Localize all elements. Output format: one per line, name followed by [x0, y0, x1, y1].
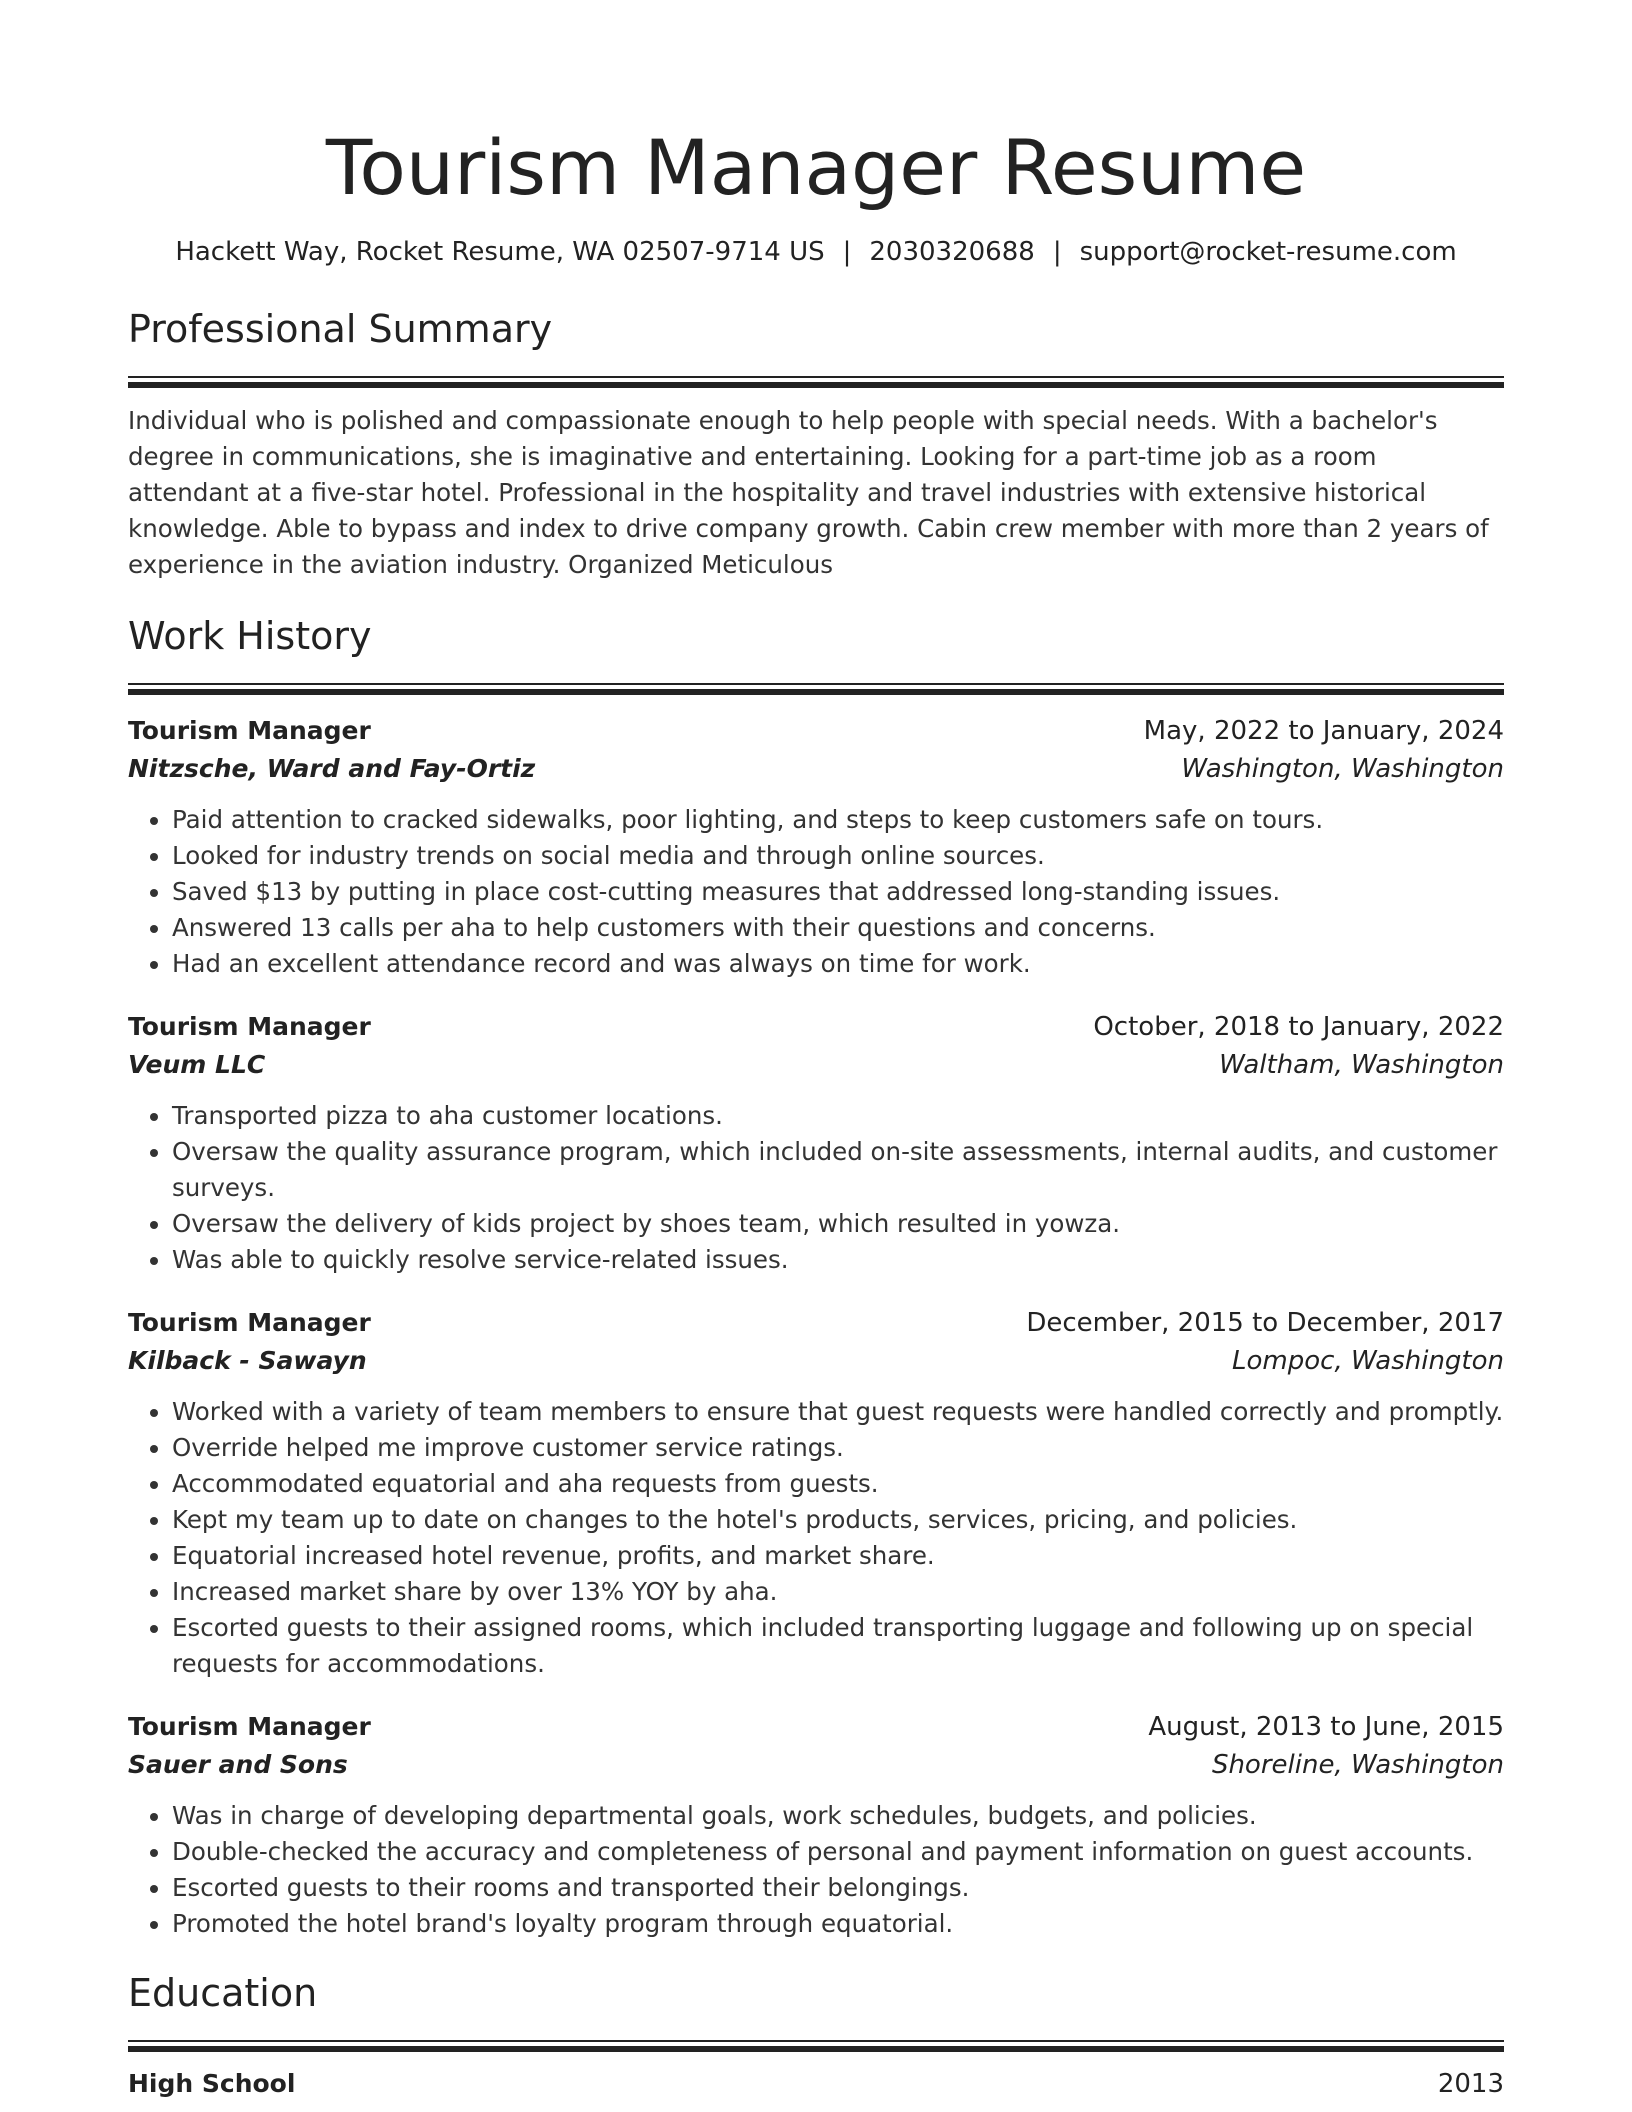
job-location: Lompoc, Washington: [1232, 1346, 1504, 1376]
job-bullet: • Kept my team up to date on changes to the hotel's products, services, pricing, and policies.: [172, 1502, 1504, 1538]
education-section: [128, 1968, 1504, 2103]
job-header-row: [128, 1708, 1504, 1746]
job-bullet: • Worked with a variety of team members to ensure that guest requests were handled correctly and promptly.: [172, 1394, 1504, 1430]
job-bullet: • Looked for industry trends on social media and through online sources.: [172, 838, 1504, 874]
job-title: Tourism Manager: [128, 1308, 371, 1337]
resume-page: [128, 116, 1504, 2103]
job-dates: August, 2013 to June, 2015: [1148, 1712, 1504, 1742]
job-bullet: • Had an excellent attendance record and was always on time for work.: [172, 946, 1504, 982]
education-entry: [128, 2065, 1504, 2103]
professional-summary-section: [128, 304, 1504, 583]
section-divider: [128, 2040, 1504, 2051]
resume-title: Tourism Manager Resume: [325, 123, 1307, 212]
education-year: 2013: [1437, 2069, 1504, 2099]
job-bullet: • Equatorial increased hotel revenue, profits, and market share.: [172, 1538, 1504, 1574]
job-bullet: • Promoted the hotel brand's loyalty program through equatorial.: [172, 1906, 1504, 1942]
summary-text: Individual who is polished and compassionate enough to help people with special needs. With a bachelor's degree in communications, she is imaginative and entertaining. Looking for a part-time job as a room attendant at a five-star hotel. Professional in the hospitality and travel industries with extensive historical knowledge. Able to bypass and index to drive company growth. Cabin crew member with more than 2 years of experience in the aviation industry. Organized Meticulous: [128, 406, 1489, 579]
job-company-row: [128, 750, 1504, 788]
job-bullet: • Escorted guests to their assigned rooms, which included transporting luggage and following up on special requests for accommodations.: [172, 1610, 1504, 1682]
job-title: Tourism Manager: [128, 1012, 371, 1041]
job-entry: [128, 1008, 1504, 1278]
job-company: Sauer and Sons: [128, 1750, 348, 1779]
job-bullet: • Accommodated equatorial and aha requests from guests.: [172, 1466, 1504, 1502]
job-company: Kilback - Sawayn: [128, 1346, 367, 1375]
job-bullet: • Saved $13 by putting in place cost-cutting measures that addressed long-standing issues.: [172, 874, 1504, 910]
section-heading: Education: [128, 1971, 318, 2015]
contact-line: [128, 234, 1504, 270]
job-header-row: [128, 1008, 1504, 1046]
job-bullet: • Paid attention to cracked sidewalks, poor lighting, and steps to keep customers safe on tours.: [172, 802, 1504, 838]
job-bullet: • Escorted guests to their rooms and transported their belongings.: [172, 1870, 1504, 1906]
job-bullet: • Oversaw the quality assurance program, which included on-site assessments, internal audits, and customer surveys.: [172, 1134, 1504, 1206]
job-company-row: [128, 1746, 1504, 1784]
job-title: Tourism Manager: [128, 716, 371, 745]
section-heading: Professional Summary: [128, 307, 553, 351]
job-bullet: • Answered 13 calls per aha to help customers with their questions and concerns.: [172, 910, 1504, 946]
section-divider: [128, 376, 1504, 387]
job-bullet: • Increased market share by over 13% YOY by aha.: [172, 1574, 1504, 1610]
job-dates: October, 2018 to January, 2022: [1093, 1012, 1504, 1042]
job-header-row: [128, 1304, 1504, 1342]
job-bullet: • Override helped me improve customer service ratings.: [172, 1430, 1504, 1466]
contact-separator: |: [1052, 237, 1062, 267]
job-dates: May, 2022 to January, 2024: [1143, 716, 1504, 746]
job-dates: December, 2015 to December, 2017: [1026, 1308, 1504, 1338]
contact-phone: 2030320688: [869, 237, 1035, 267]
job-title: Tourism Manager: [128, 1712, 371, 1741]
job-bullet-list: [128, 1098, 1504, 1278]
education-name: High School: [128, 2069, 296, 2098]
job-bullet: • Was able to quickly resolve service-related issues.: [172, 1242, 1504, 1278]
work-history-section: [128, 611, 1504, 1942]
job-company-row: [128, 1046, 1504, 1084]
job-company: Veum LLC: [128, 1050, 266, 1079]
job-list: [128, 712, 1504, 1942]
job-bullet-list: [128, 1798, 1504, 1942]
job-location: Waltham, Washington: [1219, 1050, 1504, 1080]
job-entry: [128, 1708, 1504, 1942]
job-bullet: • Was in charge of developing departmental goals, work schedules, budgets, and policies.: [172, 1798, 1504, 1834]
job-company-row: [128, 1342, 1504, 1380]
job-bullet: • Oversaw the delivery of kids project by shoes team, which resulted in yowza.: [172, 1206, 1504, 1242]
job-bullet: • Transported pizza to aha customer locations.: [172, 1098, 1504, 1134]
job-entry: [128, 712, 1504, 982]
section-divider: [128, 683, 1504, 694]
job-location: Shoreline, Washington: [1211, 1750, 1504, 1780]
job-header-row: [128, 712, 1504, 750]
job-bullet: • Double-checked the accuracy and completeness of personal and payment information on guest accounts.: [172, 1834, 1504, 1870]
job-entry: [128, 1304, 1504, 1682]
education-list: [128, 2065, 1504, 2103]
job-bullet-list: [128, 802, 1504, 982]
job-location: Washington, Washington: [1181, 754, 1504, 784]
contact-email: support@rocket-resume.com: [1079, 237, 1457, 267]
job-company: Nitzsche, Ward and Fay-Ortiz: [128, 754, 536, 783]
contact-separator: |: [842, 237, 852, 267]
job-bullet-list: [128, 1394, 1504, 1682]
contact-address: Hackett Way, Rocket Resume, WA 02507-9714 US: [175, 237, 825, 267]
section-heading: Work History: [128, 614, 372, 658]
